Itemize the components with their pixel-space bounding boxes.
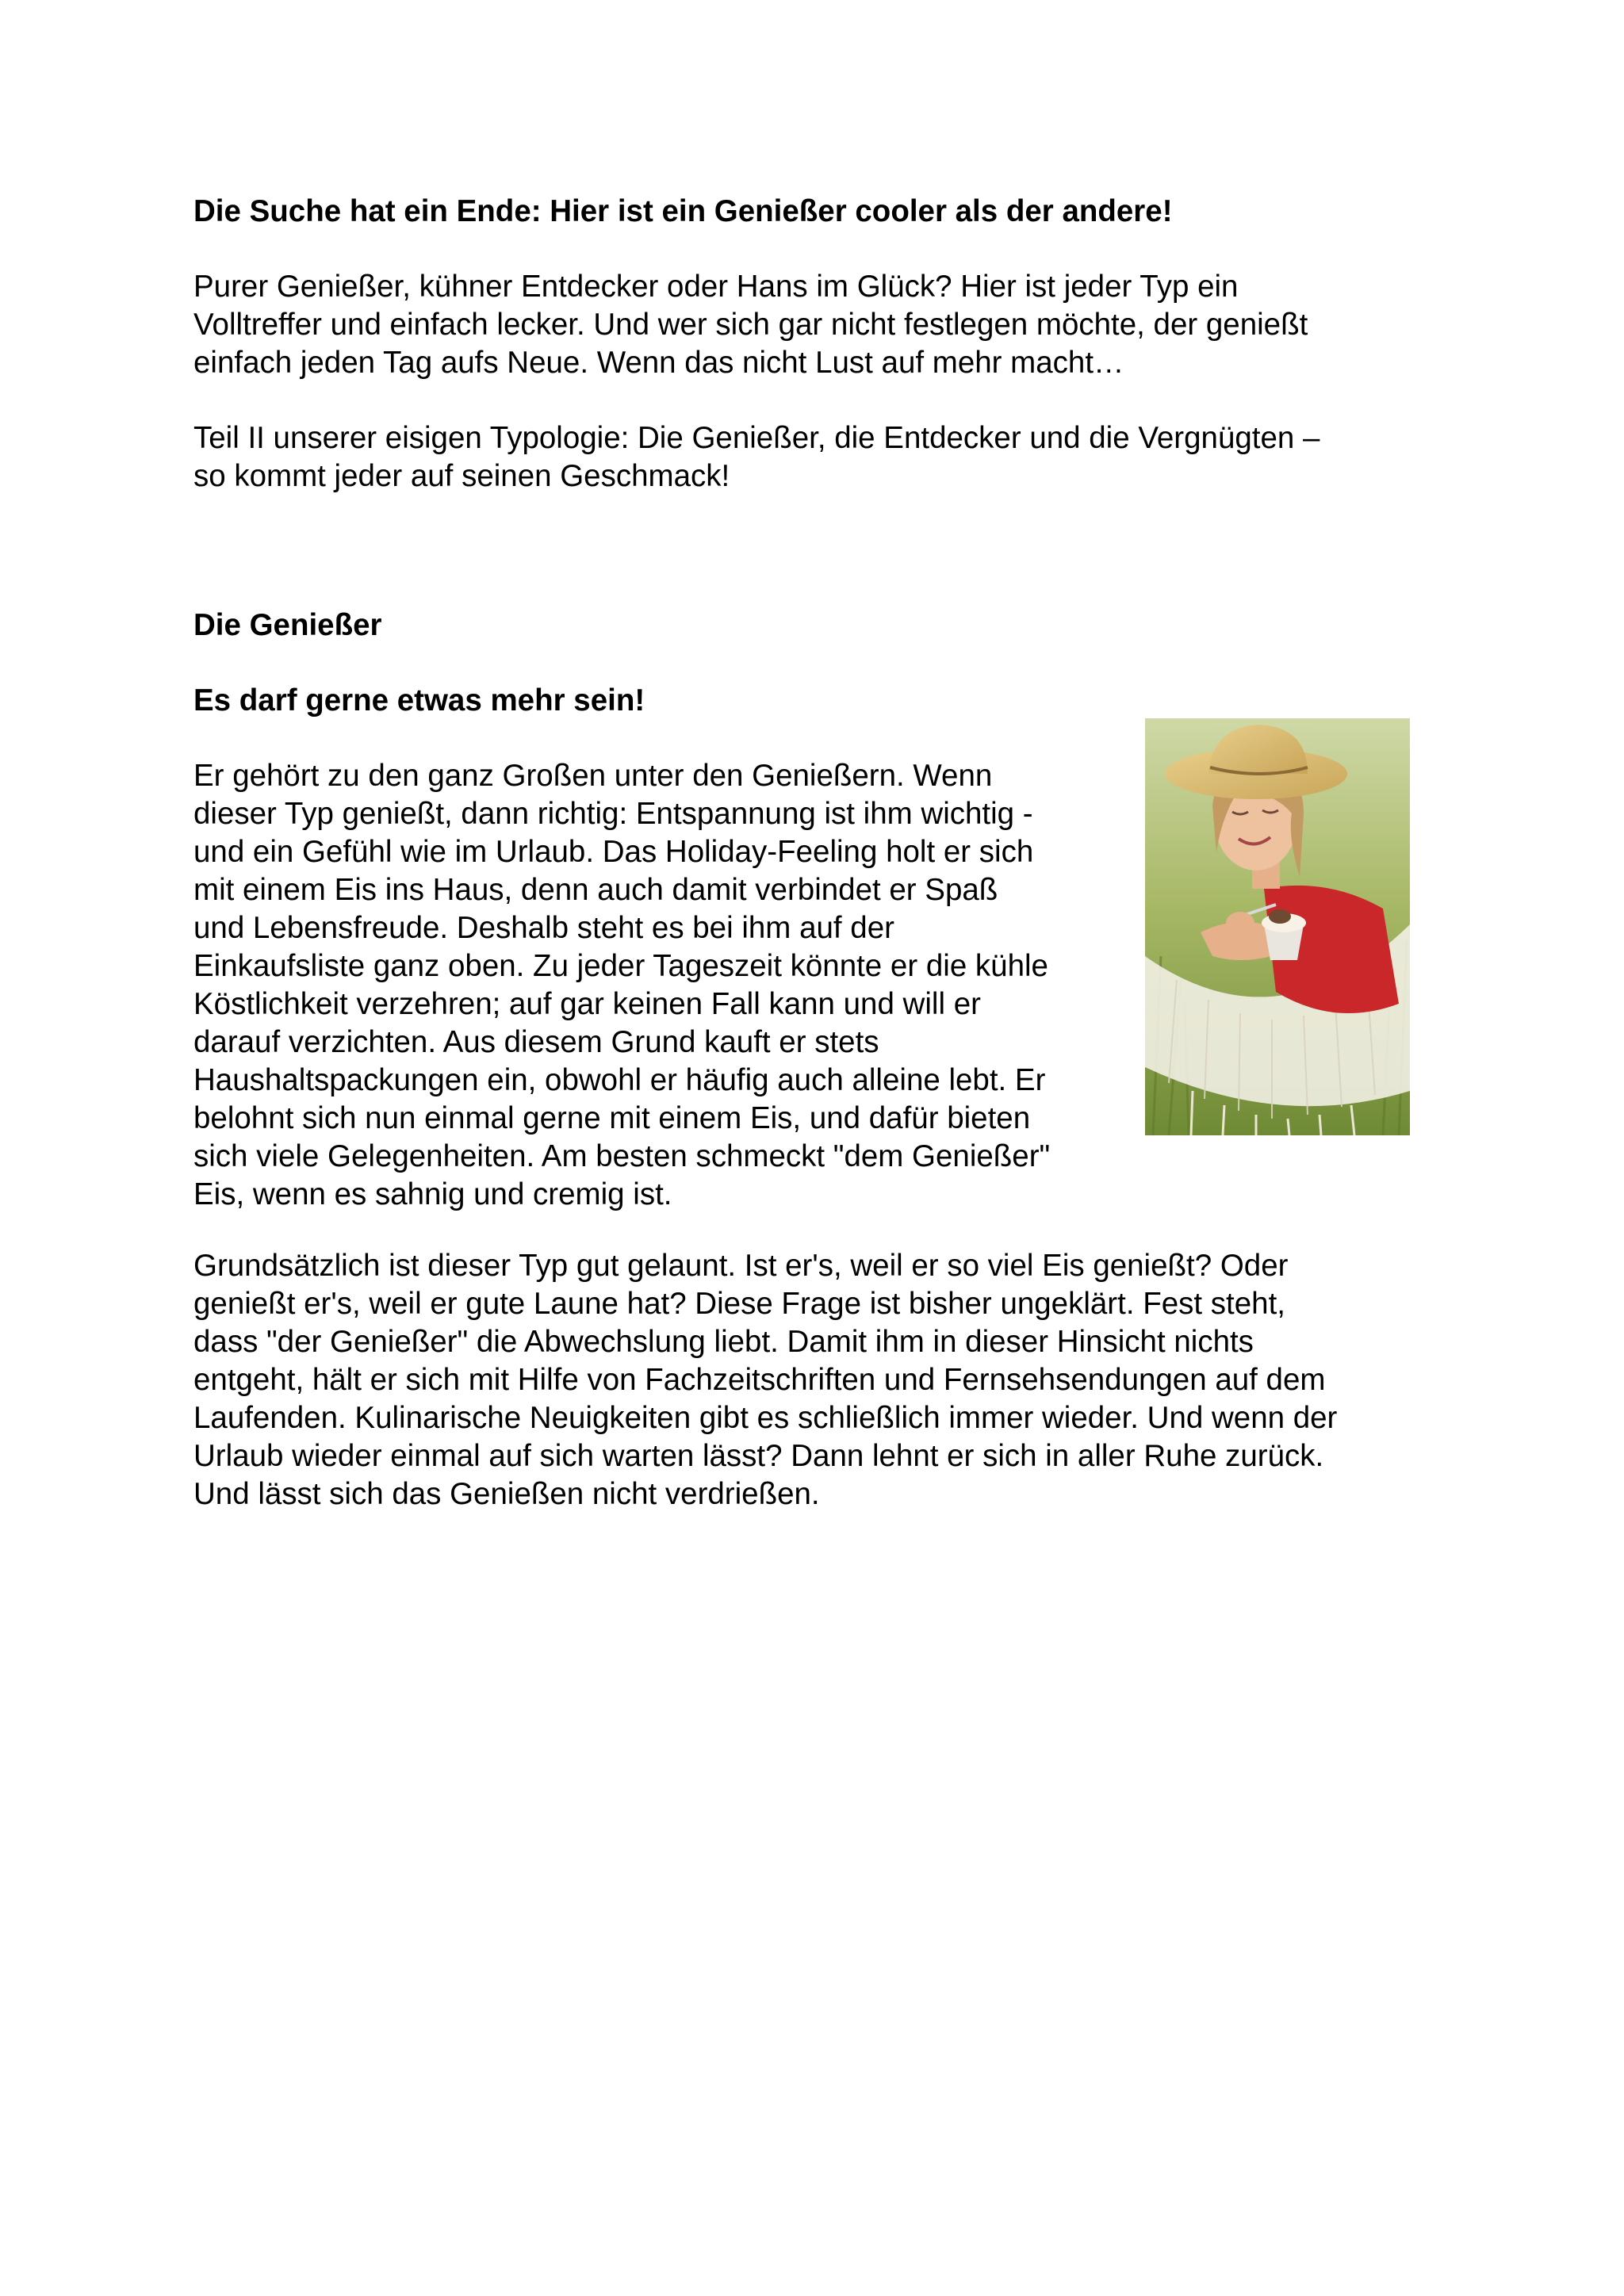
body-line: sich viele Gelegenheiten. Am besten schmeckt "dem Genießer" — [193, 1139, 1051, 1173]
document-heading: Die Suche hat ein Ende: Hier ist ein Genießer cooler als der andere! — [193, 194, 1173, 228]
body-paragraph-2 — [193, 1247, 1337, 1513]
body-paragraph-1 — [193, 757, 1050, 1214]
body-line: dieser Typ genießt, dann richtig: Entspannung ist ihm wichtig - — [193, 797, 1033, 831]
teil-line: Teil II unserer eisigen Typologie: Die Genießer, die Entdecker und die Vergnügten – — [193, 421, 1320, 455]
body-line: dass "der Genießer" die Abwechslung liebt. Damit ihm in dieser Hinsicht nichts — [193, 1325, 1254, 1359]
intro-paragraph — [193, 268, 1308, 382]
body-line: Haushaltspackungen ein, obwohl er häufig auch alleine lebt. Er — [193, 1063, 1046, 1097]
body-line: Laufenden. Kulinarische Neuigkeiten gibt es schließlich immer wieder. Und wenn der — [193, 1401, 1338, 1435]
body-line: Köstlichkeit verzehren; auf gar keinen Fall kann und will er — [193, 987, 981, 1021]
body-line: mit einem Eis ins Haus, denn auch damit verbindet er Spaß — [193, 873, 998, 907]
body-line: belohnt sich nun einmal gerne mit einem Eis, und dafür bieten — [193, 1101, 1031, 1135]
body-line: und Lebensfreude. Deshalb steht es bei ihm auf der — [193, 911, 894, 945]
body-line: Und lässt sich das Genießen nicht verdrießen. — [193, 1477, 820, 1511]
section-subtitle: Es darf gerne etwas mehr sein! — [193, 683, 645, 718]
body-line: darauf verzichten. Aus diesem Grund kauft er stets — [193, 1025, 879, 1059]
teil-line: so kommt jeder auf seinen Geschmack! — [193, 459, 730, 493]
body-line: Er gehört zu den ganz Großen unter den Genießern. Wenn — [193, 759, 993, 793]
body-line: und ein Gefühl wie im Urlaub. Das Holiday-Feeling holt er sich — [193, 835, 1034, 869]
intro-line: Purer Genießer, kühner Entdecker oder Hans im Glück? Hier ist jeder Typ ein — [193, 270, 1239, 304]
body-line: Grundsätzlich ist dieser Typ gut gelaunt. Ist er's, weil er so viel Eis genießt? Oder — [193, 1249, 1289, 1283]
body-line: entgeht, hält er sich mit Hilfe von Fachzeitschriften und Fernsehsendungen auf dem — [193, 1363, 1326, 1397]
intro-line: Volltreffer und einfach lecker. Und wer sich gar nicht festlegen möchte, der genießt — [193, 308, 1308, 342]
intro-line: einfach jeden Tag aufs Neue. Wenn das nicht Lust auf mehr macht… — [193, 346, 1124, 380]
section-title: Die Genießer — [193, 608, 382, 642]
body-line: Urlaub wieder einmal auf sich warten lässt? Dann lehnt er sich in aller Ruhe zurück. — [193, 1439, 1324, 1473]
body-line: Einkaufsliste ganz oben. Zu jeder Tageszeit könnte er die kühle — [193, 949, 1048, 983]
woman-in-hammock-photo — [1145, 718, 1410, 1135]
body-line: genießt er's, weil er gute Laune hat? Diese Frage ist bisher ungeklärt. Fest steht, — [193, 1287, 1285, 1321]
teil-paragraph — [193, 419, 1320, 496]
body-line: Eis, wenn es sahnig und cremig ist. — [193, 1177, 672, 1211]
